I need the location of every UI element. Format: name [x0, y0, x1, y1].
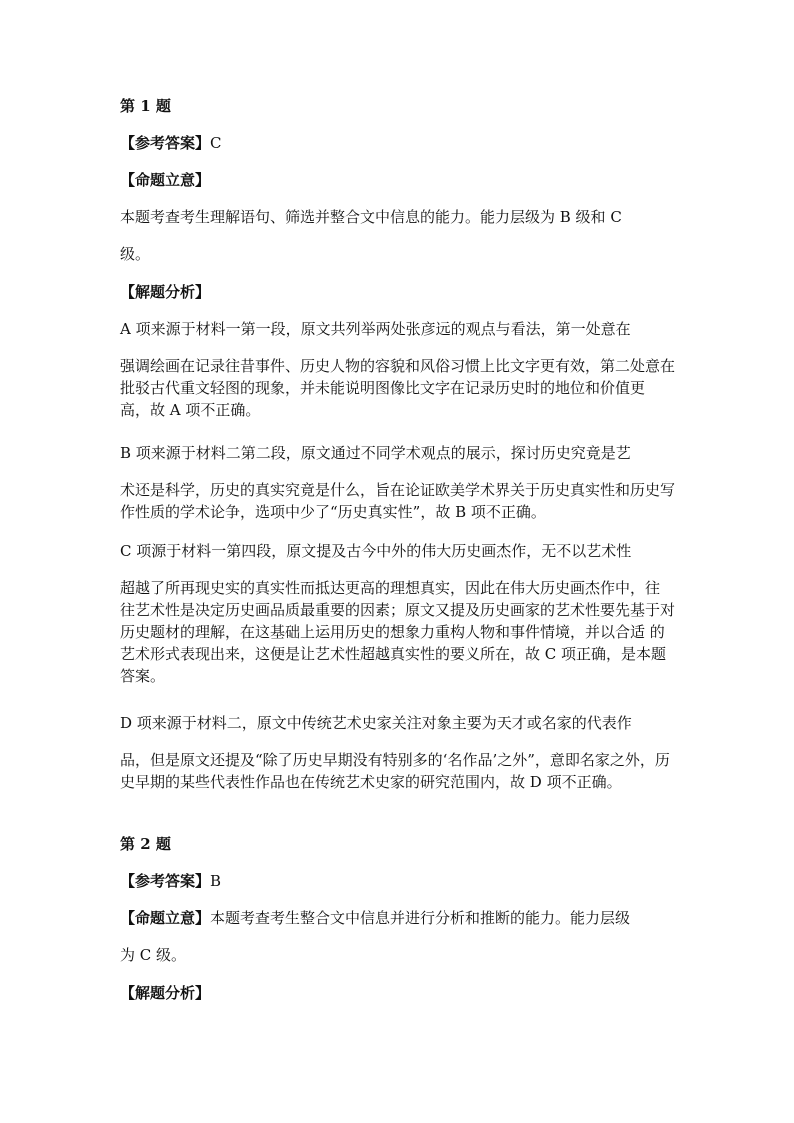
q2-intent-label: 【命题立意】 — [120, 909, 211, 927]
q1-intent-line1: 本题考查考生理解语句、筛选并整合文中信息的能力。能力层级为 B 级和 C — [120, 208, 622, 226]
q1-answer-value: C — [210, 134, 222, 152]
q1-option-b-first-line: B 项来源于材料二第二段，原文通过不同学术观点的展示，探讨历史究竟是艺 — [120, 444, 631, 462]
q1-option-d-first-line: D 项来源于材料二，原文中传统艺术史家关注对象主要为天才或名家的代表作 — [120, 714, 632, 732]
q2-intent-line2: 为 C 级。 — [120, 946, 187, 964]
q1-option-d-paragraph: 品，但是原文还提及“除了历史早期没有特别多的‘名作品’之外”，意即名家之外，历史早期的某些代表性作品也在传统艺术史家的研究范围内，故 D 项不正确。 — [120, 751, 670, 791]
q1-analysis-label: 【解题分析】 — [120, 283, 211, 301]
q1-option-a-paragraph: 强调绘画在记录往昔事件、历史人物的容貌和风俗习惯上比文字更有效，第二处意在批驳古代重文轻图的现象，并未能说明图像比文字在记录历史时的地位和价值更 高，故 A 项不正确。 — [120, 357, 676, 419]
q1-option-c-first-line: C 项源于材料一第四段，原文提及古今中外的伟大历史画杰作，无不以艺术性 — [120, 542, 632, 560]
q2-answer-value: B — [210, 872, 222, 890]
q2-title: 第 2 题 — [120, 835, 171, 853]
q1-option-c-paragraph: 超越了所再现史实的真实性而抵达更高的理想真实，因此在伟大历史画杰作中，往 往艺术性是决定历史画品质最重要的因素；原文又提及历史画家的艺术性要先基于对历史题材的理解，在这基础上运用历史的想象力重构人物和事件情境，并以合适 的艺术形式表现出来，这便是让艺术性超越真实性的要义所在，故 C 项正确，是本题答案。 — [120, 579, 676, 685]
q1-intent-line2: 级。 — [120, 245, 151, 263]
q2-analysis-label: 【解题分析】 — [120, 984, 211, 1002]
q1-option-b-paragraph: 术还是科学，历史的真实究竟是什么，旨在论证欧美学术界关于历史真实性和历史写作性质的学术论争，选项中少了“历史真实性”，故 B 项不正确。 — [120, 481, 676, 521]
q2-intent-text: 本题考查考生整合文中信息并进行分析和推断的能力。能力层级 — [210, 909, 631, 927]
q1-title: 第 1 题 — [120, 97, 171, 115]
q2-intent — [120, 909, 630, 927]
q1-answer — [120, 134, 222, 152]
q1-option-a-first-line: A 项来源于材料一第一段，原文共列举两处张彦远的观点与看法，第一处意在 — [120, 320, 631, 338]
q1-intent-label: 【命题立意】 — [120, 171, 211, 189]
q1-answer-label: 【参考答案】 — [120, 134, 211, 152]
q2-answer-label: 【参考答案】 — [120, 872, 211, 890]
q2-answer — [120, 872, 221, 890]
